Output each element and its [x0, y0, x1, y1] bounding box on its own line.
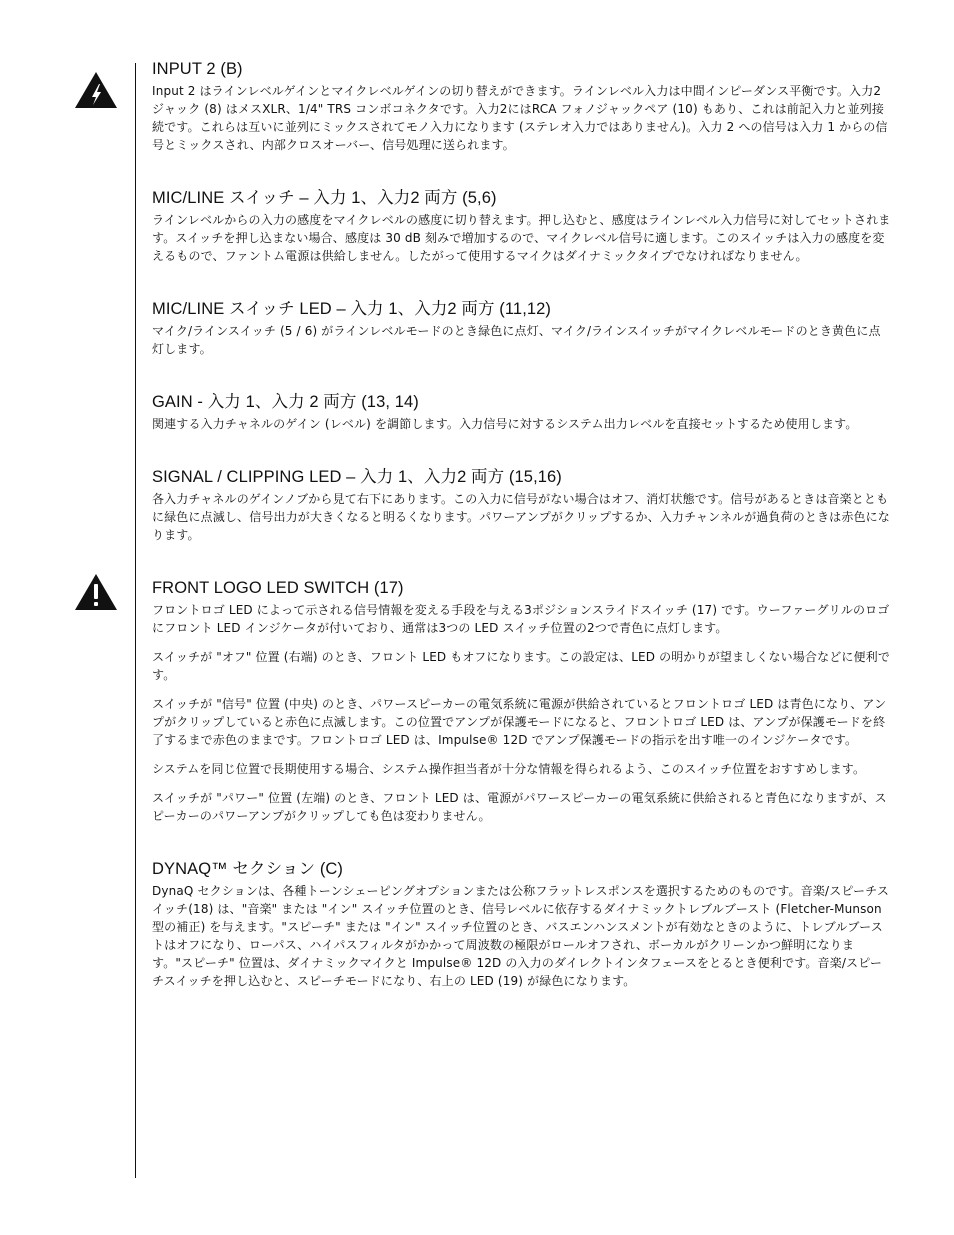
section-paragraph: スイッチが "オフ" 位置 (右端) のとき、フロント LED もオフになります。この設定は、LED の明かりが望ましくない場合などに便利です。: [152, 650, 890, 682]
section-gain: [152, 391, 892, 433]
section-paragraph: ラインレベルからの入力の感度をマイクレベルの感度に切り替えます。押し込むと、感度はラインレベル入力信号に対してセットされます。スイッチを押し込まない場合、感度は 30 dB 刻みで増加するので、マイクレベル信号に適します。このスイッチは入力の感度を変えるもので、ファントム電源は供給しません。したがって使用するマイクはダイナミックタイプでなければなりません。: [152, 213, 891, 263]
section-input-2: [152, 58, 892, 154]
section-paragraph: スイッチが "信号" 位置 (中央) のとき、パワースピーカーの電気系統に電源が供給されているとフロントロゴ LED は青色になり、アンプがクリップしていると赤色に点滅します。この位置でアンプが保護モードになると、フロントロゴ LED は、アンプが保護モードを終了するまで赤色のままです。フロントロゴ LED は、Impulse® 12D でアンプ保護モードの指示を出す唯一のインジケータです。: [152, 697, 887, 747]
section-heading: GAIN - 入力 1、入力 2 両方 (13, 14): [152, 393, 419, 411]
section-mic-line-led: [152, 298, 892, 358]
section-heading: INPUT 2 (B): [152, 60, 243, 78]
section-front-logo-led-switch: [152, 577, 892, 825]
document-body: [152, 58, 892, 1023]
section-paragraph: 関連する入力チャネルのゲイン (レベル) を調節します。入力信号に対するシステム出力レベルを直接セットするため使用します。: [152, 417, 858, 431]
section-paragraph: Input 2 はラインレベルゲインとマイクレベルゲインの切り替えができます。ラインレベル入力は中間インピーダンス平衡です。入力2ジャック (8) はメスXLR、1/4" TRS コンボコネクタです。入力2にはRCA フォノジャックペア (10) もあり、これは前記入力と並列接続です。これらは互いに並列にミックスされてモノ入力になります (ステレオ入力ではありません)。入力 2 への信号は入力 1 からの信号とミックスされ、内部クロスオーバー、信号処理に送られます。: [152, 84, 888, 152]
section-heading: SIGNAL / CLIPPING LED – 入力 1、入力2 両方 (15,16): [152, 468, 562, 486]
section-signal-clipping-led: [152, 466, 892, 544]
section-mic-line-switch: [152, 187, 892, 265]
exclamation-warning-icon: [74, 572, 118, 612]
section-dynaq: [152, 858, 892, 990]
section-paragraph: スイッチが "パワー" 位置 (左端) のとき、フロント LED は、電源がパワースピーカーの電気系統に供給されると青色になりますが、スピーカーのパワーアンプがクリップしても色は変わりません。: [152, 791, 887, 823]
lightning-warning-icon: [74, 70, 118, 110]
section-paragraph: フロントロゴ LED によって示される信号情報を変える手段を与える3ポジションスライドスイッチ (17) です。ウーファーグリルのロゴにフロント LED インジケータが付いており、通常は3つの LED スイッチ位置の2つで青色に点灯します。: [152, 603, 890, 635]
section-heading: MIC/LINE スイッチ – 入力 1、入力2 両方 (5,6): [152, 189, 497, 207]
section-paragraph: DynaQ セクションは、各種トーンシェーピングオプションまたは公称フラットレスポンスを選択するためのものです。音楽/スピーチスイッチ(18) は、"音楽" または "イン" スイッチ位置のとき、信号レベルに依存するダイナミックトレブルブースト (Fletcher-Munson 型の補正) を与えます。"スピーチ" または "イン" スイッチ位置のとき、バスエンハンスメントが有効なときのように、トレブルブーストはオフになり、ローパス、ハイパスフィルタがかかって周波数の極限がロールオフされ、ボーカルがクリーンかつ鮮明になります。"スピーチ" 位置は、ダイナミックマイクと Impulse® 12D の入力のダイレクトインタフェースをとるとき便利です。音楽/スピーチスイッチを押し込むと、スピーチモードになり、右上の LED (19) が緑色になります。: [152, 884, 889, 988]
section-heading: MIC/LINE スイッチ LED – 入力 1、入力2 両方 (11,12): [152, 300, 552, 318]
margin-rule: [135, 63, 136, 1178]
section-paragraph: 各入力チャネルのゲインノブから見て右下にあります。この入力に信号がない場合はオフ、消灯状態です。信号があるときは音楽とともに緑色に点滅し、信号出力が大きくなると明るくなります。パワーアンプがクリップするか、入力チャンネルが過負荷のときは赤色になります。: [152, 492, 890, 542]
section-paragraph: システムを同じ位置で長期使用する場合、システム操作担当者が十分な情報を得られるよう、このスイッチ位置をおすすめします。: [152, 762, 866, 776]
section-heading: FRONT LOGO LED SWITCH (17): [152, 579, 404, 597]
section-heading: DYNAQ™ セクション (C): [152, 860, 344, 878]
section-paragraph: マイク/ラインスイッチ (5 / 6) がラインレベルモードのとき緑色に点灯、マイク/ラインスイッチがマイクレベルモードのとき黄色に点灯します。: [152, 324, 881, 356]
